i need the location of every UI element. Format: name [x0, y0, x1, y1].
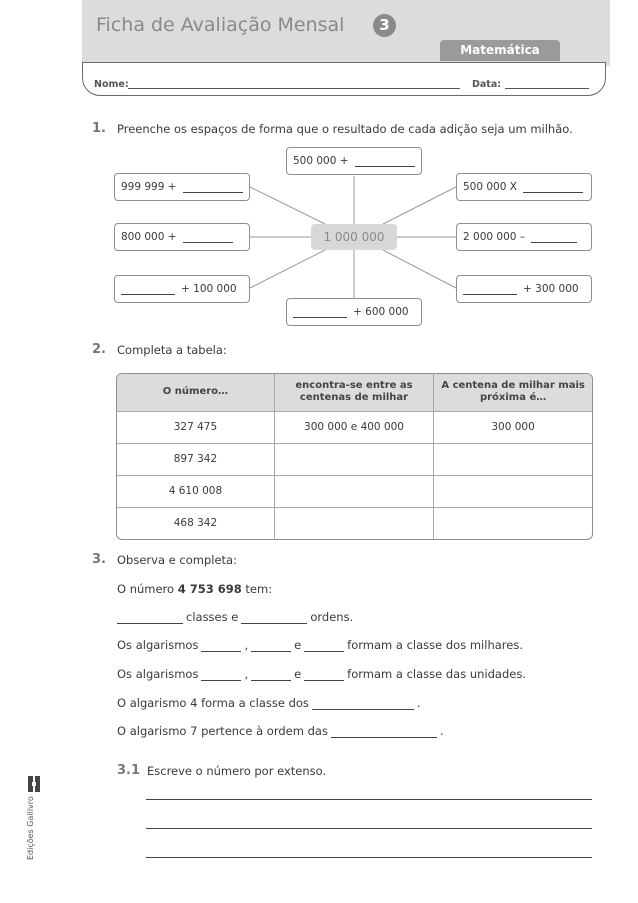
sheet-title: Ficha de Avaliação Mensal	[96, 14, 345, 36]
box-right-3-label: + 300 000	[523, 283, 579, 295]
exercise-2-number: 2.	[92, 342, 106, 357]
comma: ,	[244, 638, 249, 652]
ex3-thousands-tail: formam a classe dos milhares.	[347, 638, 523, 652]
thousands-digit-2-blank[interactable]	[251, 640, 291, 652]
ex3-algarismos-label: Os algarismos	[117, 638, 199, 652]
box-right-1	[456, 173, 592, 201]
box-left-2-label: 800 000 +	[121, 231, 177, 243]
units-digit-1-blank[interactable]	[201, 669, 241, 681]
table-row	[117, 443, 592, 475]
publisher-logo-icon	[27, 774, 41, 794]
box-right-1-blank[interactable]	[523, 182, 583, 193]
ex3-intro-tail: tem:	[245, 582, 273, 596]
box-bottom-label: + 600 000	[353, 306, 409, 318]
exercise-1-instruction: Preenche os espaços de forma que o resultado de cada adição seja um milhão.	[117, 122, 573, 136]
table-row	[117, 411, 592, 443]
ex3-intro-text: O número	[117, 582, 175, 596]
ex3-units-tail: formam a classe das unidades.	[347, 667, 527, 681]
center-value: 1 000 000	[311, 224, 397, 250]
box-left-1	[114, 173, 250, 201]
table-answer-cell[interactable]	[274, 507, 433, 539]
ex3-target-number: 4 753 698	[177, 582, 242, 596]
table-cell: 300 000	[434, 411, 592, 443]
ex3-line-four	[117, 696, 421, 710]
ex3-seven-text: O algarismo 7 pertence à ordem das	[117, 724, 328, 738]
ex3-algarismos-label: Os algarismos	[117, 667, 199, 681]
box-right-1-label: 500 000 X	[463, 181, 517, 193]
box-left-3-label: + 100 000	[181, 283, 237, 295]
answer-line-3[interactable]	[146, 857, 592, 858]
box-top	[286, 147, 422, 175]
exercise-3-instruction: Observa e completa:	[117, 553, 237, 567]
ex3-classes-text: classes e	[186, 610, 239, 624]
box-right-2	[456, 223, 592, 251]
table-cell: 897 342	[117, 443, 274, 475]
box-left-2-blank[interactable]	[183, 232, 233, 243]
ex3-ordens-text: ordens.	[310, 610, 354, 624]
period: .	[439, 724, 444, 738]
ex3-four-text: O algarismo 4 forma a classe dos	[117, 696, 309, 710]
table-cell: 327 475	[117, 411, 274, 443]
table-header: encontra-se entre as centenas de milhar	[274, 374, 433, 411]
box-left-1-blank[interactable]	[183, 182, 243, 193]
ex3-line-thousands	[117, 638, 523, 652]
exercise-3-number: 3.	[92, 552, 106, 567]
table-cell: 300 000 e 400 000	[274, 411, 433, 443]
box-bottom-blank[interactable]	[293, 307, 347, 318]
exercise-3-1-number: 3.1	[117, 763, 141, 778]
ex3-line-units	[117, 667, 526, 681]
sheet-number-badge: 3	[373, 14, 396, 37]
numbers-table	[116, 373, 593, 540]
box-right-3-blank[interactable]	[463, 284, 517, 295]
name-field[interactable]	[128, 88, 460, 89]
units-digit-3-blank[interactable]	[304, 669, 344, 681]
table-header: A centena de milhar mais próxima é…	[434, 374, 592, 411]
ex3-intro	[117, 582, 272, 596]
ex3-line-classes	[117, 610, 353, 624]
exercise-2-instruction: Completa a tabela:	[117, 343, 227, 357]
and-word: e	[294, 638, 302, 652]
exercise-1-number: 1.	[92, 121, 106, 136]
table-cell: 4 610 008	[117, 475, 274, 507]
box-top-blank[interactable]	[355, 156, 415, 167]
date-label: Data:	[472, 79, 502, 90]
table-header: O número…	[117, 374, 274, 411]
box-left-1-label: 999 999 +	[121, 181, 177, 193]
answer-line-1[interactable]	[146, 799, 592, 800]
box-bottom	[286, 298, 422, 326]
box-top-label: 500 000 +	[293, 155, 349, 167]
table-row	[117, 507, 592, 539]
table-row	[117, 475, 592, 507]
and-word: e	[294, 667, 302, 681]
name-label: Nome:	[94, 79, 129, 90]
period: .	[416, 696, 421, 710]
box-left-3-blank[interactable]	[121, 284, 175, 295]
comma: ,	[244, 667, 249, 681]
name-date-bar	[82, 62, 606, 96]
date-field[interactable]	[505, 88, 589, 89]
four-class-blank[interactable]	[312, 698, 414, 710]
ordens-blank[interactable]	[241, 612, 307, 624]
answer-line-2[interactable]	[146, 828, 592, 829]
thousands-digit-1-blank[interactable]	[201, 640, 241, 652]
subject-tab: Matemática	[440, 40, 560, 61]
publisher-name: Edições Gailivro	[26, 796, 35, 860]
box-left-2	[114, 223, 250, 251]
ex3-line-seven	[117, 724, 444, 738]
table-answer-cell[interactable]	[434, 475, 592, 507]
box-left-3	[114, 275, 250, 303]
table-cell: 468 342	[117, 507, 274, 539]
exercise-3-1-instruction: Escreve o número por extenso.	[147, 764, 327, 778]
classes-blank[interactable]	[117, 612, 183, 624]
units-digit-2-blank[interactable]	[251, 669, 291, 681]
box-right-3	[456, 275, 592, 303]
table-answer-cell[interactable]	[274, 475, 433, 507]
box-right-2-blank[interactable]	[531, 232, 577, 243]
seven-order-blank[interactable]	[331, 726, 437, 738]
table-answer-cell[interactable]	[274, 443, 433, 475]
thousands-digit-3-blank[interactable]	[304, 640, 344, 652]
table-answer-cell[interactable]	[434, 443, 592, 475]
box-right-2-label: 2 000 000 –	[463, 231, 526, 243]
table-answer-cell[interactable]	[434, 507, 592, 539]
table-header-row	[117, 374, 592, 411]
